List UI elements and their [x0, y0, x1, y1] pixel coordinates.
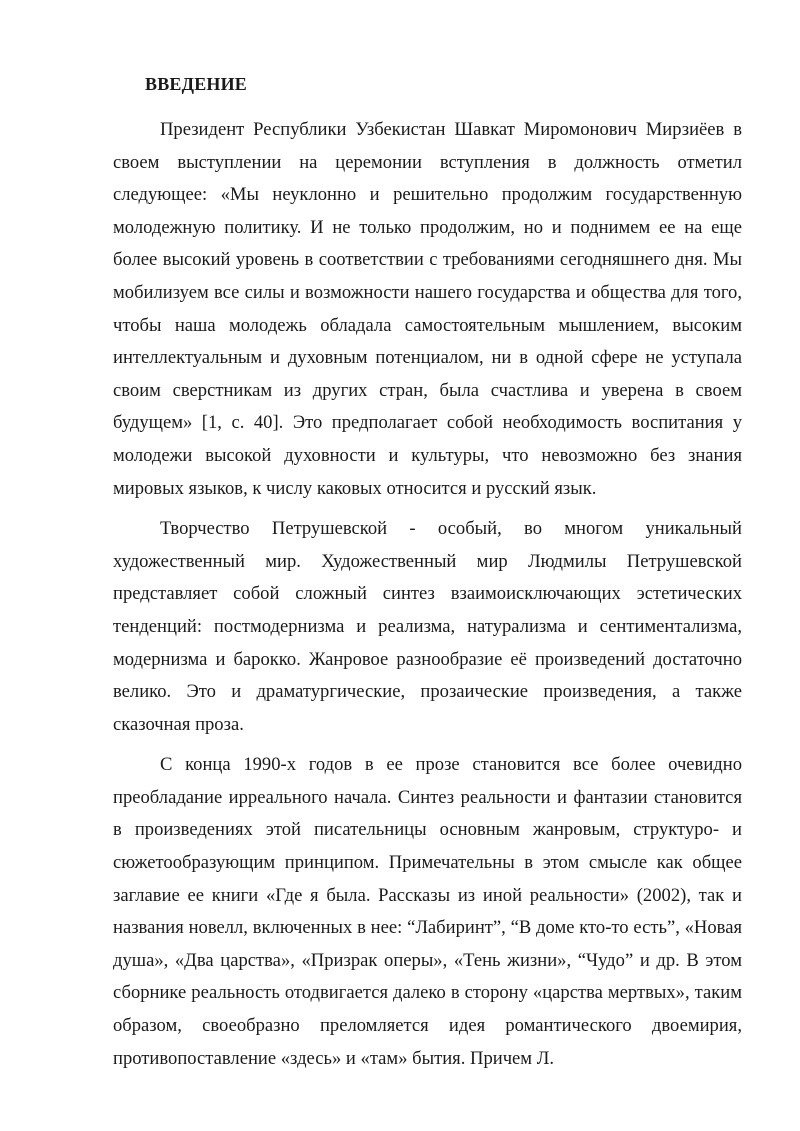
- paragraph-2: Творчество Петрушевской - особый, во многом уникальный художественный мир. Художественный мир Людмилы Петрушевской представляет собой сложный синтез взаимоисключающих эстетических тенденций: постмодернизма и реализма, натурализма и сентиментализма, модернизма и барокко. Жанровое разнообразие её произведений достаточно велико. Это и драматургические, прозаические произведения, а также сказочная проза.: [113, 518, 742, 735]
- paragraph-1: Президент Республики Узбекистан Шавкат Миромонович Мирзиёев в своем выступлении на церемонии вступления в должность отметил следующее: «Мы неуклонно и решительно продолжим государственную молодежную политику. И не только продолжим, но и поднимем ее на еще более высокий уровень в соответствии с требованиями сегодняшнего дня. Мы мобилизуем все силы и возможности нашего государства и общества для того, чтобы наша молодежь обладала самостоятельным мышлением, высоким интеллектуальным и духовным потенциалом, ни в одной сфере не уступала своим сверстникам из других стран, была счастлива и уверена в своем будущем» [1, с. 40]. Это предполагает собой необходимость воспитания у молодежи высокой духовности и культуры, что невозможно без знания мировых языков, к числу каковых относится и русский язык.: [113, 119, 742, 499]
- document-body: [113, 114, 742, 1083]
- section-heading: ВВЕДЕНИЕ: [145, 74, 248, 94]
- paragraph-3: С конца 1990-х годов в ее прозе становится все более очевидно преобладание ирреального начала. Синтез реальности и фантазии становится в произведениях этой писательницы основным жанровым, структуро- и сюжетообразующим принципом. Примечательны в этом смысле как общее заглавие ее книги «Где я была. Рассказы из иной реальности» (2002), так и названия новелл, включенных в нее: “Лабиринт”, “В доме кто-то есть”, «Новая душа», «Два царства», «Призрак оперы», «Тень жизни», “Чудо” и др. В этом сборнике реальность отодвигается далеко в сторону «царства мертвых», таким образом, своеобразно преломляется идея романтического двоемирия, противопоставление «здесь» и «там» бытия. Причем Л.: [113, 754, 742, 1069]
